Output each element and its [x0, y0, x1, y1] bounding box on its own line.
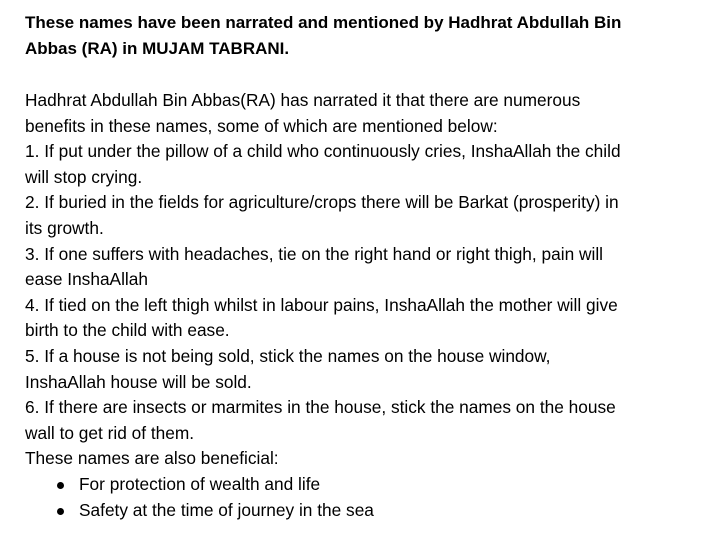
benefit-item-2-line-1: 2. If buried in the fields for agriculture/crops there will be Barkat (prosperity) in [25, 192, 619, 213]
benefit-item-4 [25, 293, 715, 344]
benefit-item-5-line-2: InshaAllah house will be sold. [25, 371, 252, 392]
document-body [25, 88, 715, 523]
bullet-item-2-text: Safety at the time of journey in the sea [79, 499, 374, 520]
benefit-item-5 [25, 344, 715, 395]
bullet-item-2 [25, 498, 715, 524]
benefit-item-6 [25, 395, 715, 446]
intro-line-2: benefits in these names, some of which are mentioned below: [25, 115, 498, 136]
heading-line-1: These names have been narrated and mentioned by Hadhrat Abdullah Bin [25, 13, 622, 32]
document-heading [25, 10, 715, 62]
benefit-item-5-line-1: 5. If a house is not being sold, stick the names on the house window, [25, 345, 551, 366]
benefit-item-2 [25, 190, 715, 241]
benefit-item-1-line-2: will stop crying. [25, 166, 143, 187]
benefit-item-1 [25, 139, 715, 190]
benefit-item-6-line-2: wall to get rid of them. [25, 422, 195, 443]
bullet-dot-icon [57, 508, 64, 515]
bullet-dot-icon [57, 482, 64, 489]
heading-line-2: Abbas (RA) in MUJAM TABRANI. [25, 39, 290, 58]
document-page [25, 10, 715, 523]
benefit-item-3-line-2: ease InshaAllah [25, 269, 148, 290]
benefit-item-4-line-2: birth to the child with ease. [25, 320, 230, 341]
bullet-list [25, 472, 715, 523]
benefit-item-6-line-1: 6. If there are insects or marmites in the house, stick the names on the house [25, 397, 616, 418]
bullet-item-1 [25, 472, 715, 498]
benefit-item-4-line-1: 4. If tied on the left thigh whilst in labour pains, InshaAllah the mother will give [25, 294, 618, 315]
benefit-item-3-line-1: 3. If one suffers with headaches, tie on the right hand or right thigh, pain will [25, 243, 603, 264]
benefit-item-3 [25, 242, 715, 293]
benefit-item-1-line-1: 1. If put under the pillow of a child who continuously cries, InshaAllah the child [25, 141, 621, 162]
bullet-item-1-text: For protection of wealth and life [79, 473, 321, 494]
also-beneficial-text: These names are also beneficial: [25, 448, 279, 469]
benefit-item-2-line-2: its growth. [25, 217, 104, 238]
intro-line-1: Hadhrat Abdullah Bin Abbas(RA) has narrated it that there are numerous [25, 90, 581, 110]
